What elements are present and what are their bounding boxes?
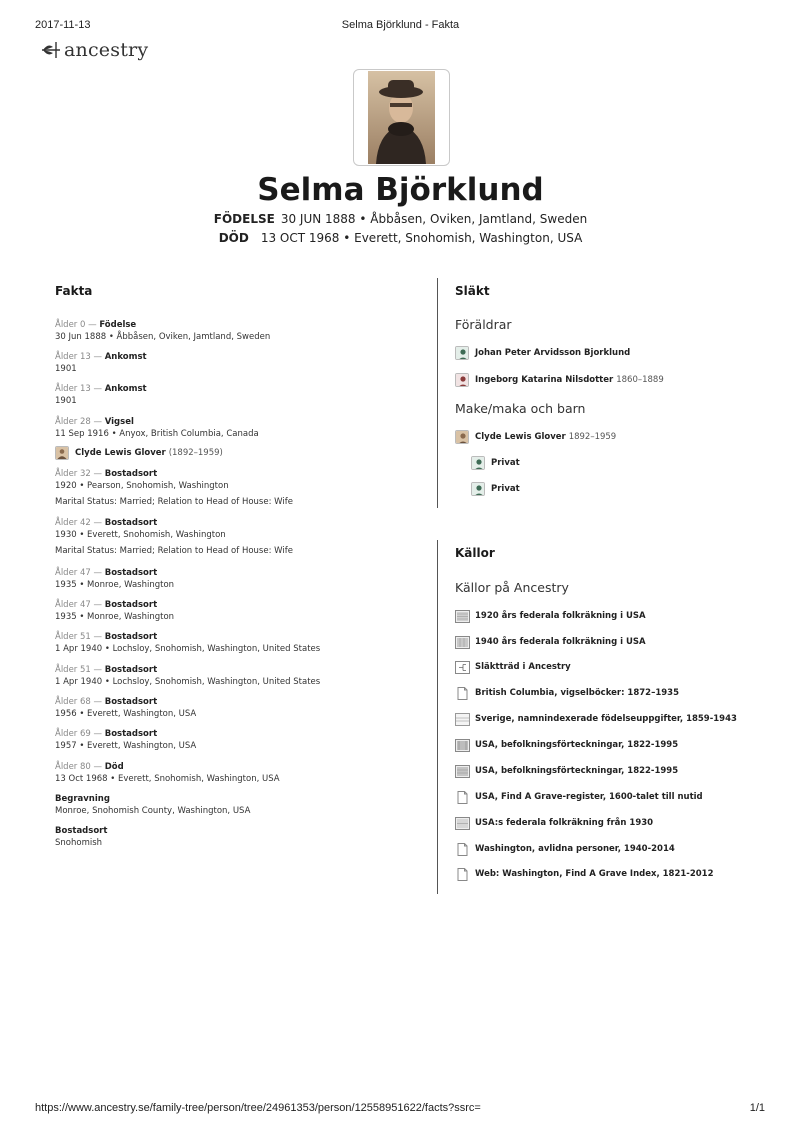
source-title: 1920 års federala folkräkning i USA [475,611,646,621]
person-name: Selma Björklund [257,172,544,208]
burial-detail: Monroe, Snohomish County, Washington, USA [55,806,251,816]
fact-detail: 1935 • Monroe, Washington [55,612,175,622]
fact-type: Vigsel [104,417,134,427]
fact-item[interactable]: Ålder 51 — Bostadsort 1 Apr 1940 • Lochsloy, Snohomish, Washington, United States [55,664,415,688]
sources-column-divider [437,540,438,894]
fact-detail: 1920 • Pearson, Snohomish, Washington [55,481,229,491]
child-row[interactable] [471,455,520,470]
fact-item[interactable]: Ålder 51 — Bostadsort 1 Apr 1940 • Lochsloy, Snohomish, Washington, United States [55,631,415,655]
source-title: USA, befolkningsförteckningar, 1822-1995 [475,740,679,750]
spouse-children-heading: Make/maka och barn [455,401,586,416]
birth-summary [0,212,801,226]
census-record-icon [455,817,470,830]
fact-type: Bostadsort [104,697,158,707]
fact-detail: 13 Oct 1968 • Everett, Snohomish, Washington, USA [55,774,280,784]
census-record-icon [455,636,470,649]
logo-wordmark: ancestry [64,39,149,61]
source-item[interactable] [455,660,571,674]
residence-detail: Snohomish [55,838,103,848]
fact-type: Bostadsort [104,600,158,610]
fact-type: Ankomst [104,384,147,394]
death-summary [0,231,801,245]
parents-heading: Föräldrar [455,317,512,332]
birth-value: 30 JUN 1888 • Åbbåsen, Oviken, Jamtland, Sweden [280,212,588,226]
print-page-number: 1/1 [749,1102,765,1114]
profile-photo[interactable] [353,69,450,166]
fact-detail: 11 Sep 1916 • Anyox, British Columbia, Canada [55,429,259,439]
child-name: Privat [491,457,520,468]
family-heading: Släkt [455,284,490,298]
death-label: DÖD [218,231,249,245]
facts-heading: Fakta [55,284,93,298]
fact-detail: 1956 • Everett, Washington, USA [55,709,197,719]
fact-detail: 1 Apr 1940 • Lochsloy, Snohomish, Washington, United States [55,644,321,654]
fact-item[interactable]: Ålder 28 — Vigsel 11 Sep 1916 • Anyox, British Columbia, Canada [55,416,415,440]
document-icon [455,687,470,700]
fact-burial[interactable] [55,793,415,817]
source-title: Sverige, namnindexerade födelseuppgifter, 1859-1943 [475,714,737,724]
census-record-icon [455,739,470,752]
source-item[interactable] [455,609,646,623]
burial-label: Begravning [55,794,110,804]
child-row[interactable] [471,481,520,496]
ancestry-leaf-icon [40,39,62,61]
spouse-photo-icon [55,446,69,460]
fact-note: Marital Status: Married; Relation to Head of House: Wife [55,546,293,556]
portrait-image [354,70,449,165]
fact-item[interactable]: Ålder 0 — Födelse 30 Jun 1888 • Åbbåsen, Oviken, Jamtland, Sweden [55,319,415,343]
parent-father[interactable] [455,345,630,360]
fact-note: Marital Status: Married; Relation to Head of House: Wife [55,497,293,507]
index-record-icon [455,713,470,726]
source-title: Washington, avlidna personer, 1940-2014 [475,844,675,854]
print-date: 2017-11-13 [35,19,91,31]
parent-name: Johan Peter Arvidsson Bjorklund [475,347,631,358]
fact-item[interactable]: Ålder 13 — Ankomst 1901 [55,383,415,407]
fact-type: Bostadsort [104,665,158,675]
fact-type: Bostadsort [104,729,158,739]
fact-detail: 1957 • Everett, Washington, USA [55,741,197,751]
source-item[interactable] [455,816,653,830]
source-title: Web: Washington, Find A Grave Index, 1821-2012 [475,869,714,879]
source-item[interactable] [455,867,714,881]
ancestry-sources-heading: Källor på Ancestry [455,580,569,595]
spouse-name: Clyde Lewis Glover [475,431,566,442]
source-item[interactable] [455,842,675,856]
census-record-icon [455,610,470,623]
fact-type: Ankomst [104,352,147,362]
document-icon [455,843,470,856]
fact-type: Födelse [99,320,137,330]
source-item[interactable] [455,790,703,804]
fact-item[interactable]: Ålder 68 — Bostadsort 1956 • Everett, Washington, USA [55,696,415,720]
fact-detail: 1935 • Monroe, Washington [55,580,175,590]
fact-item[interactable]: Ålder 80 — Död 13 Oct 1968 • Everett, Snohomish, Washington, USA [55,761,415,785]
sources-heading: Källor [455,546,495,560]
source-title: USA, befolkningsförteckningar, 1822-1995 [475,766,679,776]
source-title: 1940 års federala folkräkning i USA [475,637,646,647]
fact-detail: 1901 [55,364,77,374]
fact-detail: 1930 • Everett, Snohomish, Washington [55,530,226,540]
fact-item[interactable]: Ålder 69 — Bostadsort 1957 • Everett, Washington, USA [55,728,415,752]
fact-type: Bostadsort [104,518,158,528]
marriage-spouse-link[interactable] [55,446,223,460]
parent-mother[interactable] [455,372,664,387]
child-name: Privat [491,483,520,494]
print-page-title: Selma Björklund - Fakta [341,19,460,31]
source-title: Släktträd i Ancestry [475,662,571,672]
fact-item[interactable]: Ålder 42 — Bostadsort 1930 • Everett, Snohomish, Washington Marital Status: Married; Relation to Head of House: Wife [55,517,415,557]
source-item[interactable] [455,686,679,700]
spouse-row[interactable] [455,429,616,444]
death-value: 13 OCT 1968 • Everett, Snohomish, Washington, USA [260,231,583,245]
fact-detail: 30 Jun 1888 • Åbbåsen, Oviken, Jamtland, Sweden [55,332,271,342]
spouse-photo-icon [455,430,469,444]
fact-residence[interactable] [55,825,415,849]
print-footer [0,1102,801,1116]
ancestry-logo[interactable] [40,38,148,62]
source-item[interactable] [455,764,678,778]
print-header [0,19,801,33]
census-record-icon [455,765,470,778]
parent-years: 1860–1889 [616,374,664,385]
fact-item[interactable]: Ålder 47 — Bostadsort 1935 • Monroe, Washington [55,567,415,591]
spouse-years: 1892–1959 [568,431,617,442]
fact-detail: 1901 [55,396,77,406]
family-column-divider [437,278,438,508]
male-avatar-icon [471,482,485,496]
birth-label: FÖDELSE [213,212,275,226]
source-item[interactable] [455,635,646,649]
fact-item[interactable]: Ålder 13 — Ankomst 1901 [55,351,415,375]
document-icon [455,791,470,804]
parent-name: Ingeborg Katarina Nilsdotter [475,374,614,385]
fact-type: Bostadsort [104,632,158,642]
fact-item[interactable]: Ålder 32 — Bostadsort 1920 • Pearson, Snohomish, Washington Marital Status: Married; Relation to Head of House: Wife [55,468,415,508]
source-title: USA, Find A Grave-register, 1600-talet till nutid [475,792,703,802]
source-item[interactable] [455,712,737,726]
source-title: USA:s federala folkräkning från 1930 [475,818,654,828]
fact-item[interactable]: Ålder 47 — Bostadsort 1935 • Monroe, Washington [55,599,415,623]
source-item[interactable] [455,738,678,752]
fact-type: Bostadsort [104,568,158,578]
fact-type: Bostadsort [104,469,158,479]
fact-type: Död [104,762,124,772]
residence-label: Bostadsort [55,826,108,836]
marriage-spouse-name: Clyde Lewis Glover [75,448,166,458]
fact-detail: 1 Apr 1940 • Lochsloy, Snohomish, Washington, United States [55,677,321,687]
family-tree-icon [455,661,470,674]
document-icon [455,868,470,881]
source-title: British Columbia, vigselböcker: 1872–1935 [475,688,679,698]
marriage-spouse-years: (1892–1959) [168,448,223,458]
female-avatar-icon [455,373,469,387]
male-avatar-icon [471,456,485,470]
print-url: https://www.ancestry.se/family-tree/person/tree/24961353/person/12558951622/facts?ssrc= [35,1102,481,1114]
male-avatar-icon [455,346,469,360]
